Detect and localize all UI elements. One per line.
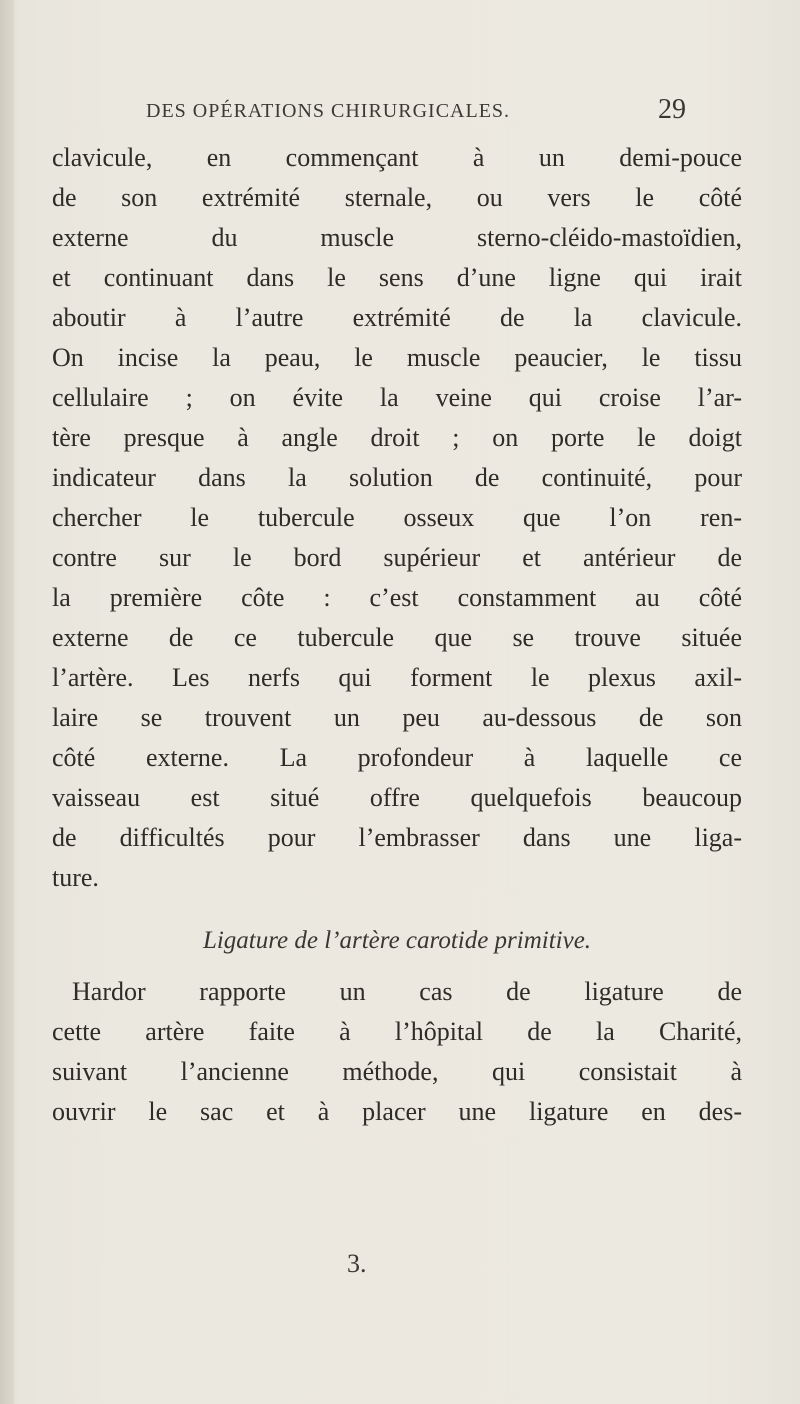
text-line: aboutir à l’autre extrémité de la clavicule.: [52, 303, 742, 332]
text-line: de son extrémité sternale, ou vers le côté: [52, 183, 742, 212]
text-line: et continuant dans le sens d’une ligne qui irait: [52, 263, 742, 292]
signature-mark: 3.: [347, 1249, 367, 1278]
running-head: DES OPÉRATIONS CHIRURGICALES.: [146, 100, 511, 122]
text-line: clavicule, en commençant à un demi-pouce: [52, 143, 742, 172]
text-line: externe du muscle sterno-cléido-mastoïdien,: [52, 223, 742, 252]
text-line: l’artère. Les nerfs qui forment le plexus axil-: [52, 663, 742, 692]
text-line: contre sur le bord supérieur et antérieur de: [52, 543, 742, 572]
text-line: chercher le tubercule osseux que l’on ren-: [52, 503, 742, 532]
text-line: Hardor rapporte un cas de ligature de: [72, 977, 742, 1006]
text-line: vaisseau est situé offre quelquefois beaucoup: [52, 783, 742, 812]
text-line: ouvrir le sac et à placer une ligature en des-: [52, 1097, 742, 1126]
page-gutter-edge: [0, 0, 14, 1404]
text-line: ture.: [52, 863, 99, 892]
text-line: cette artère faite à l’hôpital de la Charité,: [52, 1017, 742, 1046]
text-line: cellulaire ; on évite la veine qui croise l’ar-: [52, 383, 742, 412]
text-line: tère presque à angle droit ; on porte le doigt: [52, 423, 742, 452]
text-line: externe de ce tubercule que se trouve située: [52, 623, 742, 652]
main-text-block: [52, 138, 742, 1132]
page-number: 29: [658, 94, 686, 125]
text-line: laire se trouvent un peu au-dessous de son: [52, 703, 742, 732]
page-header: [146, 90, 686, 134]
text-line: de difficultés pour l’embrasser dans une liga-: [52, 823, 742, 852]
text-line: la première côte : c’est constamment au côté: [52, 583, 742, 612]
text-line: suivant l’ancienne méthode, qui consistait à: [52, 1057, 742, 1086]
section-title: Ligature de l’artère carotide primitive.: [202, 927, 592, 954]
text-line: côté externe. La profondeur à laquelle ce: [52, 743, 742, 772]
text-line: indicateur dans la solution de continuité, pour: [52, 463, 742, 492]
text-line: On incise la peau, le muscle peaucier, le tissu: [52, 343, 742, 372]
